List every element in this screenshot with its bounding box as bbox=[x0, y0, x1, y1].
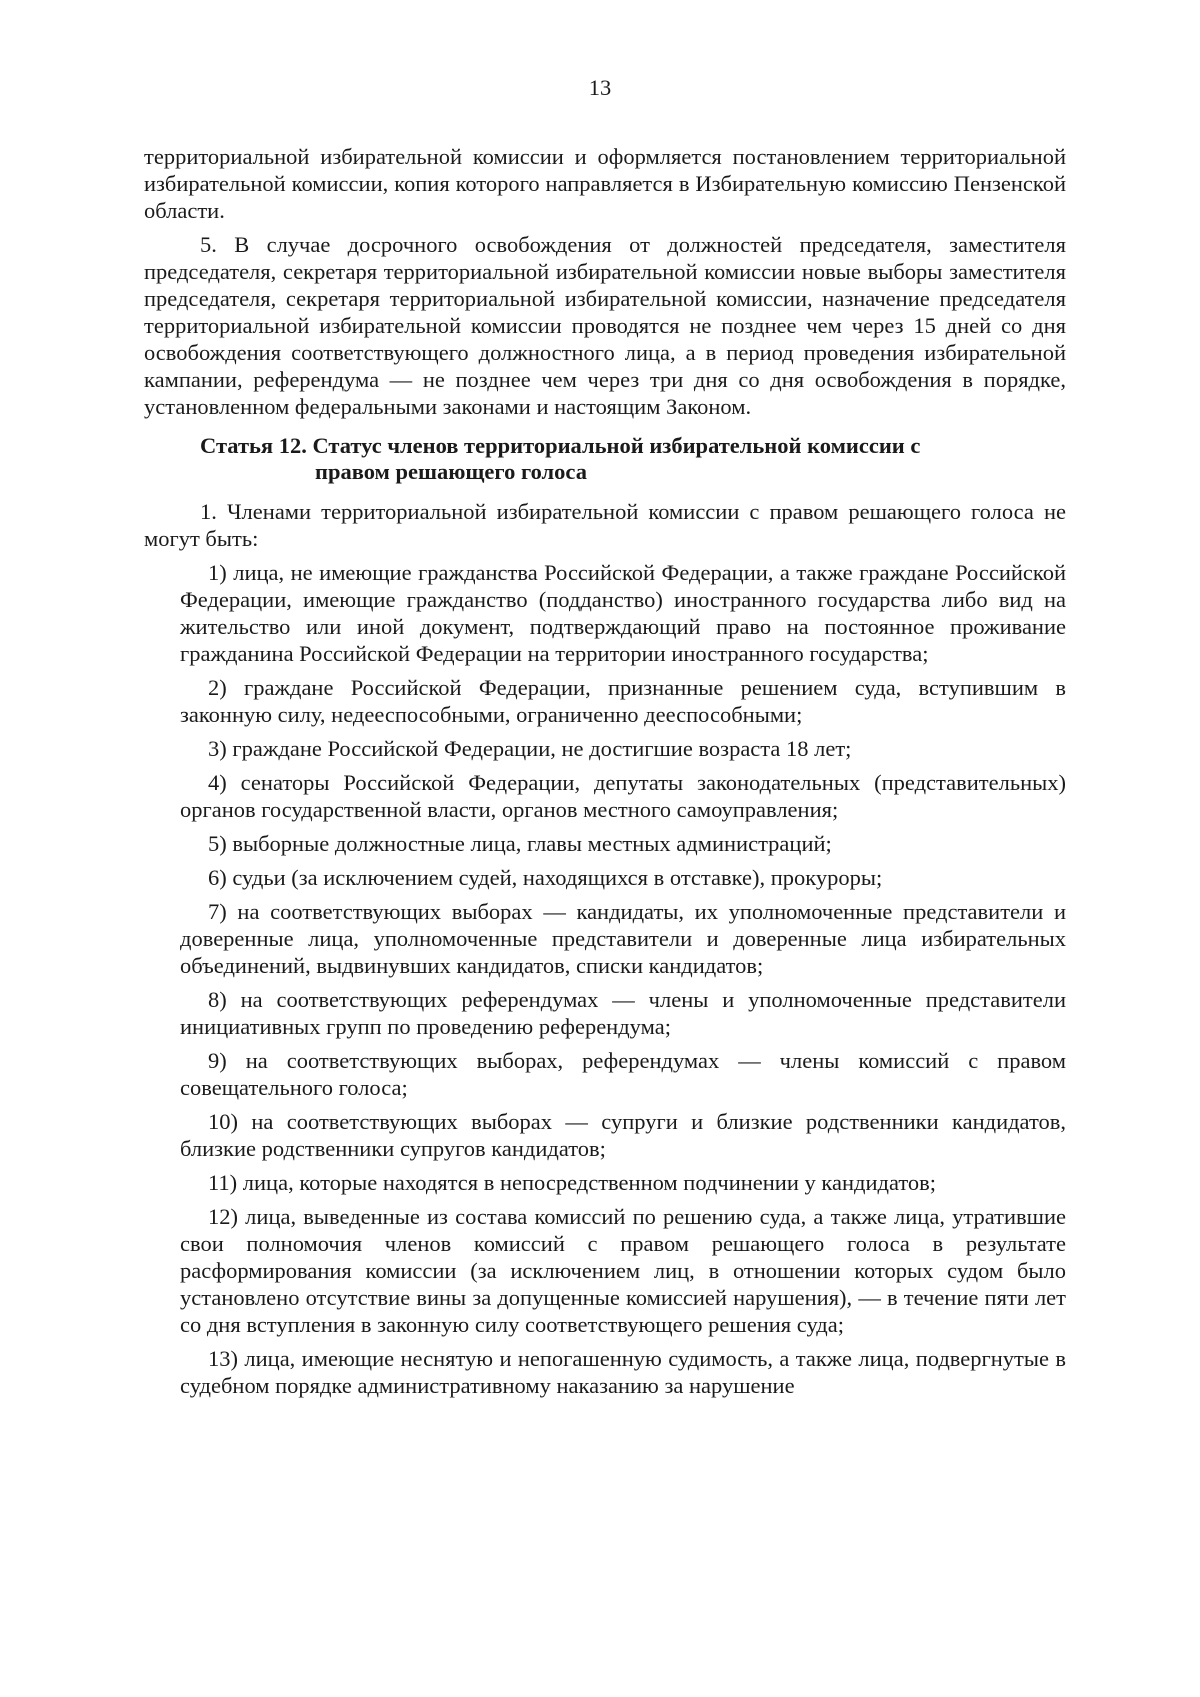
list-item: 6) судьи (за исключением судей, находящихся в отставке), прокуроры; bbox=[208, 865, 883, 890]
page-content bbox=[144, 143, 1066, 1406]
list-item: 4) сенаторы Российской Федерации, депутаты законодательных (представительных) органов государственной власти, органов местного самоуправления; bbox=[180, 770, 1066, 822]
list-item: 7) на соответствующих выборах — кандидаты, их уполномоченные представители и доверенные лица, уполномоченные представители и доверенные лица избирательных объединений, выдвинувших кандидатов, списки кандидатов; bbox=[180, 899, 1066, 978]
list-item: 3) граждане Российской Федерации, не достигшие возраста 18 лет; bbox=[208, 736, 852, 761]
list-item: 10) на соответствующих выборах — супруги и близкие родственники кандидатов, близкие родственники супругов кандидатов; bbox=[180, 1109, 1066, 1161]
paragraph-item-5: 5. В случае досрочного освобождения от должностей председателя, заместителя председателя, секретаря территориальной избирательной комиссии новые выборы заместителя председателя, секретаря территориальной избирательной комиссии, назначение председателя территориальной избирательной комиссии проводятся не позднее чем через 15 дней со дня освобождения соответствующего должностного лица, а в период проведения избирательной кампании, референдума — не позднее чем через три дня со дня освобождения в порядке, установленном федеральными законами и настоящим Законом. bbox=[144, 232, 1066, 419]
list-item: 9) на соответствующих выборах, референдумах — члены комиссий с правом совещательного голоса; bbox=[180, 1048, 1066, 1100]
list-item: 12) лица, выведенные из состава комиссий по решению суда, а также лица, утратившие свои полномочия членов комиссий с правом решающего голоса в результате расформирования комиссии (за исключением лиц, в отношении которых судом было установлено отсутствие вины за допущенные комиссией нарушения), — в течение пяти лет со дня вступления в законную силу соответствующего решения суда; bbox=[180, 1204, 1066, 1337]
list-item: 13) лица, имеющие неснятую и непогашенную судимость, а также лица, подвергнутые в судебном порядке административному наказанию за нарушение bbox=[180, 1346, 1066, 1398]
list-item: 5) выборные должностные лица, главы местных администраций; bbox=[208, 831, 832, 856]
article-heading-line2: правом решающего голоса bbox=[315, 459, 587, 484]
list-item: 1) лица, не имеющие гражданства Российской Федерации, а также граждане Российской Федерации, имеющие гражданство (подданство) иностранного государства либо вид на жительство или иной документ, подтверждающий право на постоянное проживание гражданина Российской Федерации на территории иностранного государства; bbox=[180, 560, 1066, 666]
paragraph-continuation: территориальной избирательной комиссии и оформляется постановлением территориальной избирательной комиссии, копия которого направляется в Избирательную комиссию Пензенской области. bbox=[144, 144, 1066, 223]
page-number: 13 bbox=[588, 75, 612, 100]
article-intro-paragraph: 1. Членами территориальной избирательной комиссии с правом решающего голоса не могут быть: bbox=[144, 499, 1066, 551]
article-heading bbox=[144, 433, 1066, 485]
list-item: 8) на соответствующих референдумах — члены и уполномоченные представители инициативных групп по проведению референдума; bbox=[180, 987, 1066, 1039]
article-heading-line1: Статья 12. Статус членов территориальной избирательной комиссии с bbox=[200, 433, 921, 458]
list-item: 11) лица, которые находятся в непосредственном подчинении у кандидатов; bbox=[208, 1170, 937, 1195]
list-item: 2) граждане Российской Федерации, признанные решением суда, вступившим в законную силу, недееспособными, ограниченно дееспособными; bbox=[180, 675, 1066, 727]
ineligibility-list bbox=[180, 559, 1066, 1399]
